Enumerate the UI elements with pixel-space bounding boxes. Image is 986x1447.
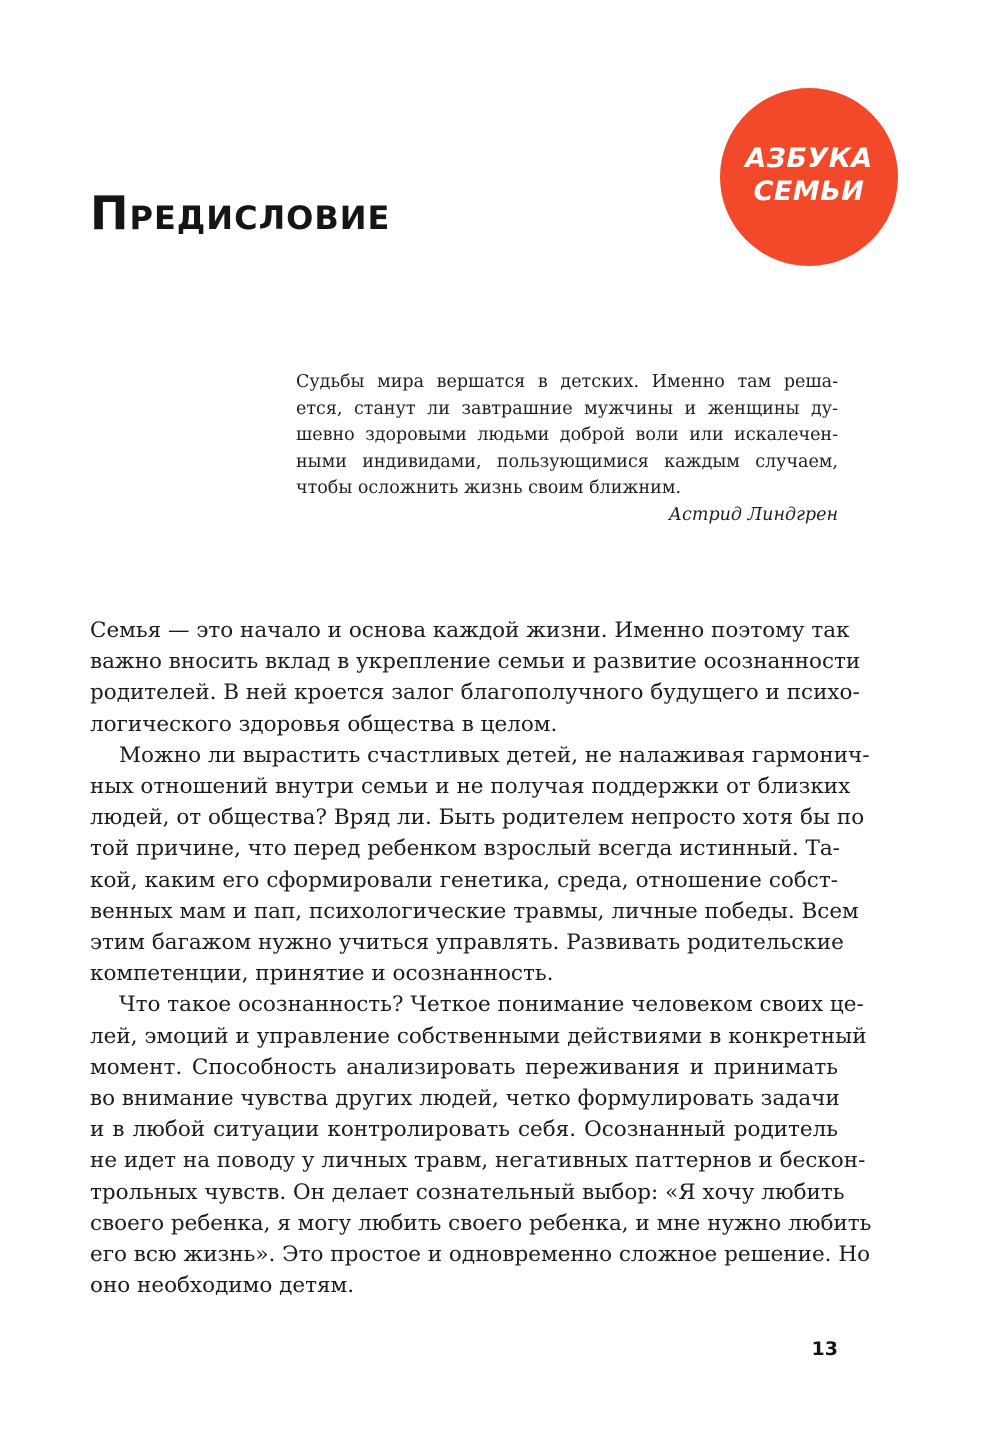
paragraph-line: логического здоровья общества в целом. bbox=[90, 711, 558, 737]
paragraph-line: Можно ли вырастить счастливых детей, не налаживая гармонич- bbox=[119, 742, 870, 768]
paragraph-line: кой, каким его сформировали генетика, среда, отношение собст- bbox=[90, 867, 838, 893]
epigraph-line: ется, станут ли завтрашние мужчины и женщины ду- bbox=[296, 398, 838, 419]
badge-line-2: СЕМЬИ bbox=[753, 176, 865, 207]
paragraph-line: своего ребенка, я могу любить своего ребенка, и мне нужно любить bbox=[90, 1210, 872, 1236]
epigraph-line: Судьбы мира вершатся в детских. Именно там реша- bbox=[296, 372, 838, 392]
paragraph-line: его всю жизнь». Это простое и одновременно сложное решение. Но bbox=[90, 1242, 871, 1268]
paragraph-line: во внимание чувства других людей, четко формулировать задачи bbox=[90, 1086, 840, 1112]
paragraph-line: оно необходимо детям. bbox=[90, 1273, 355, 1299]
paragraph-line: и в любой ситуации контролировать себя. Осознанный родитель bbox=[90, 1117, 838, 1143]
paragraph-line: той причине, что перед ребенком взрослый всегда истинный. Та- bbox=[90, 836, 840, 862]
epigraph-line: чтобы осложнить жизнь своим ближним. bbox=[296, 478, 682, 498]
badge-line-1: АЗБУКА bbox=[745, 143, 873, 174]
epigraph-line: ными индивидами, пользующимися каждым случаем, bbox=[296, 451, 838, 472]
paragraph-line: родителей. В ней кроется залог благополучного будущего и психо- bbox=[90, 680, 860, 706]
paragraph-line: этим багажом нужно учиться управлять. Развивать родительские bbox=[90, 930, 844, 956]
paragraph-line: трольных чувств. Он делает сознательный выбор: «Я хочу любить bbox=[90, 1179, 845, 1205]
page-number: 13 bbox=[811, 1338, 838, 1360]
paragraph-line: важно вносить вклад в укрепление семьи и развитие осознанности bbox=[90, 649, 861, 675]
paragraph-line: ных отношений внутри семьи и не получая поддержки от близких bbox=[90, 774, 851, 800]
paragraph-line: не идет на поводу у личных травм, негативных паттернов и бескон- bbox=[90, 1148, 866, 1174]
epigraph-author: Астрид Линдгрен bbox=[668, 504, 838, 525]
chapter-title: Предисловие bbox=[90, 186, 391, 240]
paragraph-line: венных мам и пап, психологические травмы, личные победы. Всем bbox=[90, 898, 859, 924]
paragraph-line: лей, эмоций и управление собственными действиями в конкретный bbox=[90, 1023, 867, 1049]
book-series-badge bbox=[720, 88, 898, 266]
paragraph-line: компетенции, принятие и осознанность. bbox=[90, 961, 554, 987]
epigraph bbox=[296, 369, 838, 528]
paragraph-line: людей, от общества? Вряд ли. Быть родителем непросто хотя бы по bbox=[90, 805, 865, 831]
paragraph-line: Семья — это начало и основа каждой жизни. Именно поэтому так bbox=[90, 618, 850, 643]
epigraph-line: шевно здоровыми людьми доброй воли или искалечен- bbox=[296, 425, 838, 445]
paragraph-line: момент. Способность анализировать переживания и принимать bbox=[90, 1054, 838, 1080]
body-text bbox=[90, 615, 872, 1301]
paragraph-line: Что такое осознанность? Четкое понимание человеком своих це- bbox=[119, 992, 864, 1018]
